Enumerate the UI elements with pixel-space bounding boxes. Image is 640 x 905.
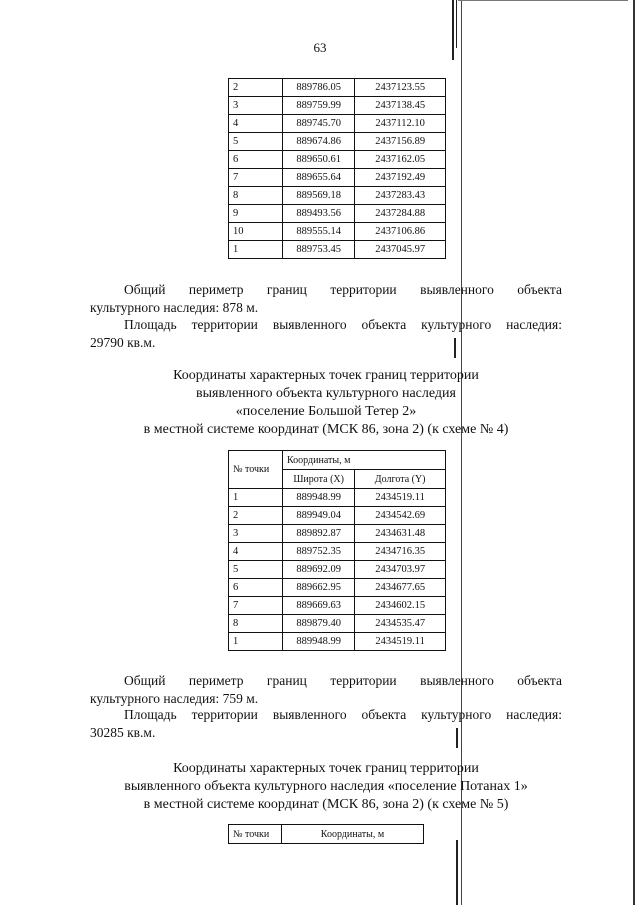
paragraph-line: Общий периметр границ территории выявленного объекта [124,282,562,297]
table-cell: 2437123.55 [355,79,446,97]
table-row [229,115,446,133]
perimeter-paragraph [90,672,562,708]
column-header-point: № точки [229,451,283,489]
table-cell: 2 [229,507,283,525]
table-cell: 5 [229,561,283,579]
table-cell: 889493.56 [282,205,354,223]
table-header-row [229,825,424,844]
table-cell: 889655.64 [282,169,354,187]
table-row [229,507,446,525]
table-header-row [229,451,446,470]
table-cell: 10 [229,223,283,241]
section-heading [90,367,562,439]
table-cell: 889948.99 [282,633,354,651]
column-header-latitude: Широта (X) [282,470,354,489]
section-heading [90,760,562,814]
table-header [229,825,424,844]
paragraph-line: 29790 кв.м. [90,335,156,350]
column-header-point: № точки [229,825,282,844]
table-cell: 7 [229,169,283,187]
scan-artifact-line [456,840,458,905]
table-cell: 1 [229,633,283,651]
table-cell: 2437192.49 [355,169,446,187]
heading-line: в местной системе координат (МСК 86, зона 2) (к схеме № 4) [143,422,509,437]
table-cell: 6 [229,151,283,169]
table-cell: 2434519.11 [355,633,446,651]
table-cell: 2434519.11 [355,489,446,507]
table-cell: 2434703.97 [355,561,446,579]
table-cell: 3 [229,97,283,115]
table-row [229,597,446,615]
table-cell: 2434602.15 [355,597,446,615]
table-row [229,579,446,597]
table-row [229,133,446,151]
table-row [229,615,446,633]
table-row [229,205,446,223]
table-cell: 2434677.65 [355,579,446,597]
paragraph-line: Общий периметр границ территории выявленного объекта [124,673,562,688]
perimeter-paragraph [90,281,562,317]
table-cell: 889662.95 [282,579,354,597]
coordinates-table [228,824,424,844]
table-row [229,525,446,543]
area-paragraph [90,706,562,742]
table-row [229,187,446,205]
table-cell: 1 [229,241,283,259]
table-cell: 2434716.35 [355,543,446,561]
table-cell: 889786.05 [282,79,354,97]
table-row [229,489,446,507]
table-cell: 8 [229,615,283,633]
table-cell: 3 [229,525,283,543]
heading-line: Координаты характерных точек границ территории [173,761,479,776]
table-cell: 5 [229,133,283,151]
page-number: 63 [313,40,327,55]
table-row [229,223,446,241]
table-cell: 2437106.86 [355,223,446,241]
paragraph-line: культурного наследия: 878 м. [90,300,259,315]
table-row [229,543,446,561]
table-cell: 2434535.47 [355,615,446,633]
table-cell: 2437284.88 [355,205,446,223]
table-cell: 2 [229,79,283,97]
table-cell: 2434631.48 [355,525,446,543]
table-cell: 9 [229,205,283,223]
table-cell: 889692.09 [282,561,354,579]
scan-artifact-line [633,0,635,905]
table-row [229,151,446,169]
table-cell: 1 [229,489,283,507]
column-header-coordinates: Координаты, м [282,451,445,470]
table-cell: 2437138.45 [355,97,446,115]
table-cell: 2437112.10 [355,115,446,133]
table-row [229,169,446,187]
heading-line: «поселение Большой Тетер 2» [235,404,417,419]
table-cell: 889753.45 [282,241,354,259]
table-cell: 8 [229,187,283,205]
column-header-longitude: Долгота (Y) [355,470,446,489]
table-body [229,79,446,259]
table-cell: 889949.04 [282,507,354,525]
coordinates-table [228,450,446,651]
table-cell: 2434542.69 [355,507,446,525]
table-cell: 2437162.05 [355,151,446,169]
table-row [229,561,446,579]
table-cell: 889669.63 [282,597,354,615]
table-row [229,97,446,115]
table-cell: 889650.61 [282,151,354,169]
table-cell: 7 [229,597,283,615]
paragraph-line: культурного наследия: 759 м. [90,691,259,706]
table-cell: 889879.40 [282,615,354,633]
heading-line: выявленного объекта культурного наследия «поселение Потанах 1» [124,779,528,794]
paragraph-line: Площадь территории выявленного объекта культурного наследия: [124,317,562,332]
coordinates-table-continued [228,78,446,259]
table-row [229,241,446,259]
table-cell: 889674.86 [282,133,354,151]
paragraph-line: Площадь территории выявленного объекта культурного наследия: [124,707,562,722]
paragraph-line: 30285 кв.м. [90,725,156,740]
table-body [229,489,446,651]
table-cell: 889759.99 [282,97,354,115]
table-cell: 889948.99 [282,489,354,507]
table-cell: 889745.70 [282,115,354,133]
table-cell: 2437156.89 [355,133,446,151]
heading-line: Координаты характерных точек границ территории [173,368,479,383]
table-cell: 889892.87 [282,525,354,543]
heading-line: в местной системе координат (МСК 86, зона 2) (к схеме № 5) [143,797,509,812]
table-cell: 4 [229,543,283,561]
table-row [229,79,446,97]
scan-artifact-line [458,0,628,1]
area-paragraph [90,316,562,352]
table-cell: 889752.35 [282,543,354,561]
table-cell: 2437045.97 [355,241,446,259]
table-cell: 2437283.43 [355,187,446,205]
heading-line: выявленного объекта культурного наследия [196,386,456,401]
table-header [229,451,446,489]
table-row [229,633,446,651]
table-cell: 6 [229,579,283,597]
table-cell: 889555.14 [282,223,354,241]
table-cell: 889569.18 [282,187,354,205]
column-header-coordinates: Координаты, м [282,825,424,844]
table-cell: 4 [229,115,283,133]
